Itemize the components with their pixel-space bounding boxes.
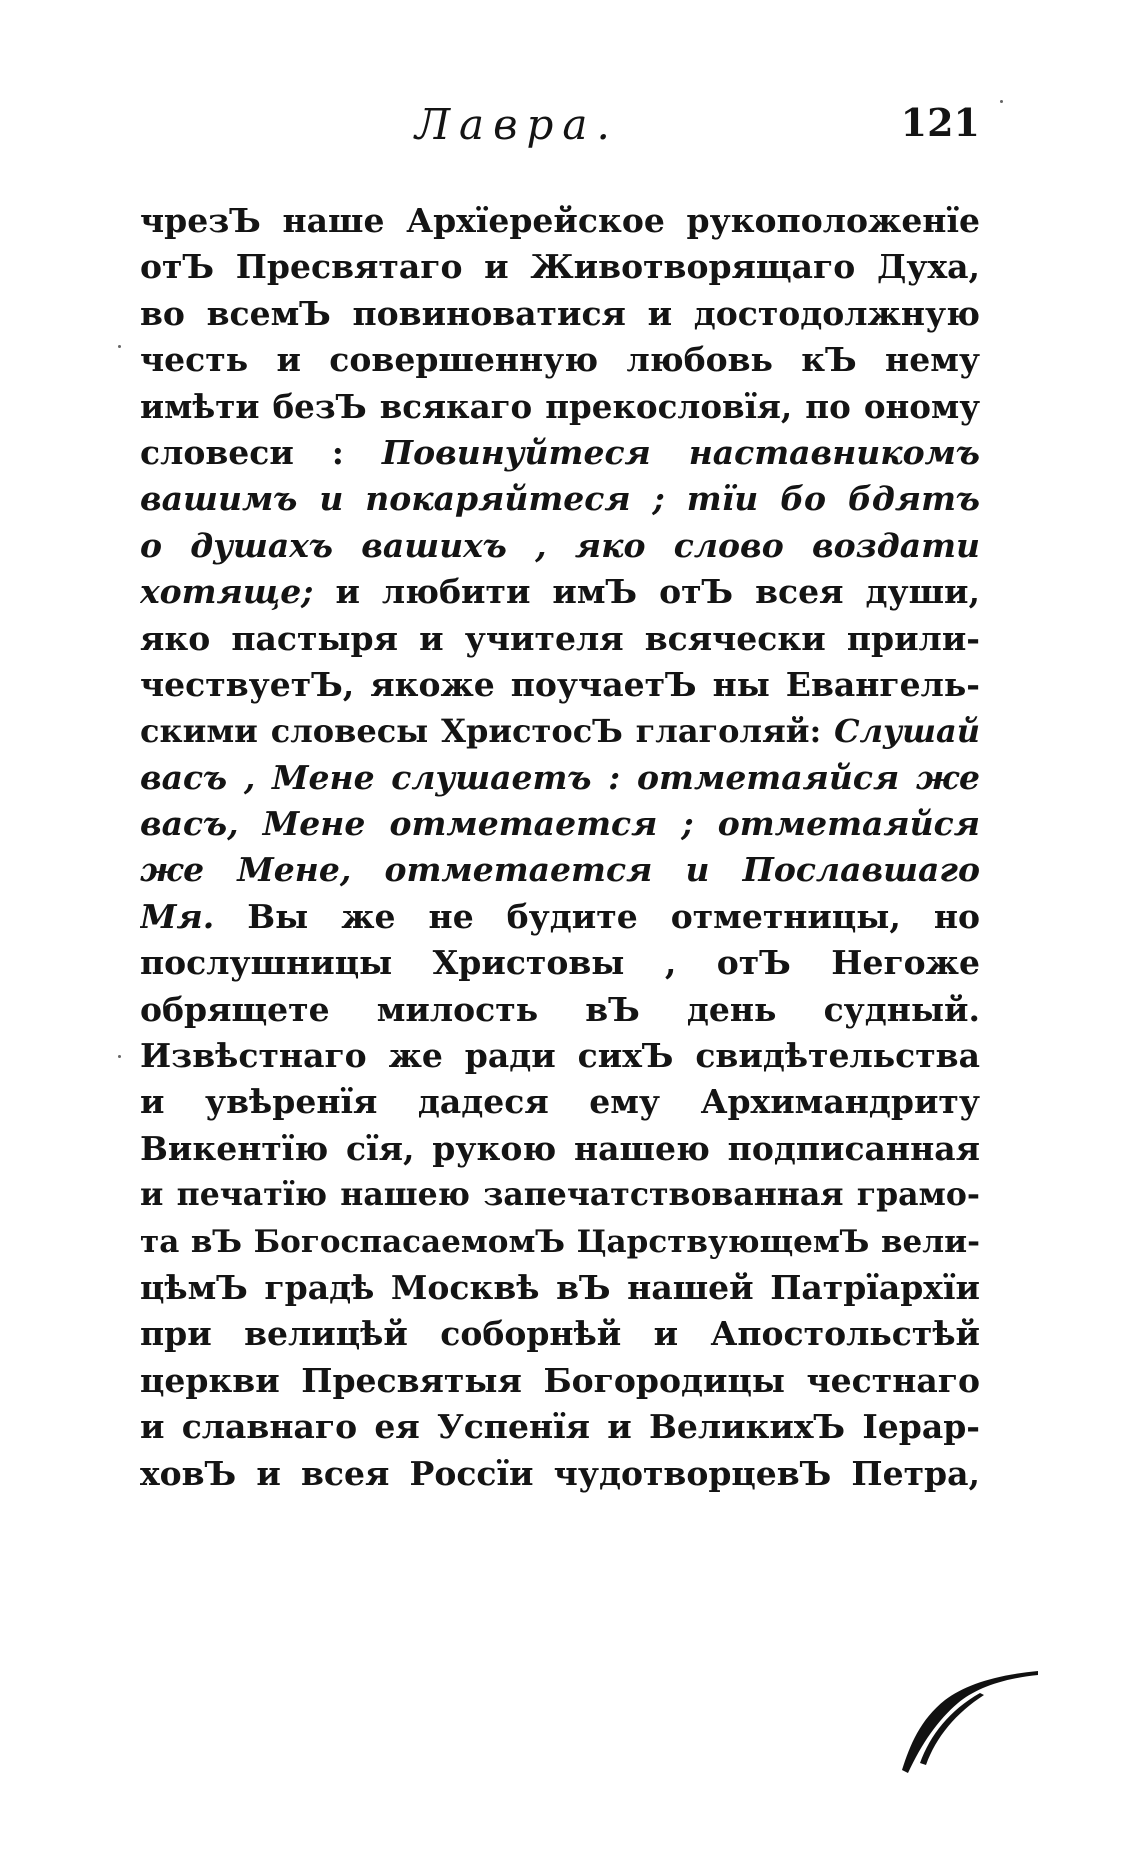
text-line bbox=[140, 523, 980, 569]
paper-speck bbox=[118, 345, 121, 348]
text-line bbox=[140, 430, 980, 476]
text-line bbox=[140, 1404, 980, 1450]
page-number: 121 bbox=[900, 100, 980, 145]
text-line bbox=[140, 291, 980, 337]
text-segment: чрезЪ наше Архїерейское рукоположенїе bbox=[140, 201, 980, 240]
text-line bbox=[140, 1451, 980, 1497]
text-line bbox=[140, 940, 980, 986]
italic-quote-segment: о душахъ вашихъ , яко слово воздати bbox=[140, 525, 980, 565]
text-segment: и печатїю нашею запечатствованная грамо- bbox=[140, 1176, 980, 1214]
text-segment: та вЪ БогоспасаемомЪ ЦарствующемЪ вели- bbox=[140, 1223, 980, 1260]
text-line bbox=[140, 1265, 980, 1311]
text-line bbox=[140, 1358, 980, 1404]
text-line bbox=[140, 801, 980, 847]
text-segment: честь и совершенную любовь кЪ нему bbox=[140, 340, 980, 380]
italic-quote-segment: же Мене, отметается и Пославшаго bbox=[140, 850, 980, 890]
text-line bbox=[140, 244, 980, 290]
italic-quote-segment: Повинуйтеся наставникомъ bbox=[381, 432, 980, 472]
italic-quote-segment: хотяще; bbox=[140, 572, 314, 612]
italic-quote-segment: Мя. bbox=[140, 896, 215, 936]
text-line bbox=[140, 337, 980, 383]
text-segment: и славнаго ея Успенїя и ВеликихЪ Іерар- bbox=[140, 1407, 980, 1447]
text-line bbox=[140, 708, 980, 754]
text-line bbox=[140, 987, 980, 1033]
text-line bbox=[140, 616, 980, 662]
text-segment: отЪ Пресвятаго и Животворящаго Духа, bbox=[140, 247, 980, 287]
text-line bbox=[140, 198, 980, 244]
text-line bbox=[140, 1311, 980, 1357]
text-line bbox=[140, 662, 980, 708]
italic-quote-segment: васъ , Мене слушаетъ : отметаяйся же bbox=[140, 757, 980, 797]
text-line bbox=[140, 1033, 980, 1079]
text-line bbox=[140, 384, 980, 430]
text-segment: цѣмЪ градѣ Москвѣ вЪ нашей Патрїархїи bbox=[140, 1267, 980, 1307]
text-segment: при велицѣй соборнѣй и Апостольстѣй bbox=[140, 1314, 980, 1354]
text-segment: Извѣстнаго же ради сихЪ свидѣтельства bbox=[140, 1036, 980, 1076]
paper-speck bbox=[118, 1055, 121, 1058]
running-title: Лавра. bbox=[415, 100, 619, 149]
text-segment: словеси : bbox=[140, 432, 382, 472]
text-segment: Вы же не будите отметницы, но bbox=[214, 896, 980, 936]
text-line bbox=[140, 476, 980, 522]
text-segment: послушницы Христовы , отЪ Негоже bbox=[140, 943, 980, 983]
italic-quote-segment: вашимъ и покаряйтеся ; тїи бо бдятъ bbox=[140, 479, 980, 519]
text-line bbox=[140, 755, 980, 801]
text-line bbox=[140, 847, 980, 893]
text-line bbox=[140, 1219, 980, 1265]
text-segment: и любити имЪ отЪ всея души, bbox=[313, 572, 980, 612]
text-segment: и увѣренїя дадеся ему Архимандриту bbox=[140, 1082, 980, 1122]
body-text bbox=[140, 198, 980, 1497]
paper-speck bbox=[1000, 100, 1003, 103]
italic-quote-segment: васъ, Мене отметается ; отметаяйся bbox=[140, 804, 980, 844]
text-line bbox=[140, 1079, 980, 1125]
text-segment: яко пастыря и учителя всячески прили- bbox=[140, 618, 980, 658]
text-segment: во всемЪ повиноватися и достодолжную bbox=[140, 293, 980, 333]
text-segment: обрящете милость вЪ день судный. bbox=[140, 989, 980, 1029]
text-line bbox=[140, 569, 980, 615]
text-segment: чествуетЪ, якоже поучаетЪ ны Евангель- bbox=[140, 664, 980, 704]
text-line bbox=[140, 1126, 980, 1172]
text-segment: Викентїю сїя, рукою нашею подписанная bbox=[140, 1128, 980, 1168]
text-segment: церкви Пресвятыя Богородицы честнаго bbox=[140, 1360, 980, 1400]
text-line bbox=[140, 894, 980, 940]
page-header bbox=[140, 100, 980, 160]
text-line bbox=[140, 1172, 980, 1218]
ink-flourish-mark bbox=[900, 1665, 1040, 1775]
italic-quote-segment: Слушай bbox=[834, 712, 980, 751]
text-segment: имѣти безЪ всякаго прекословїя, по оному bbox=[140, 386, 980, 426]
text-segment: скими словесы ХристосЪ глаголяй: bbox=[140, 712, 835, 751]
text-segment: ховЪ и всея Россїи чудотворцевЪ Петра, bbox=[140, 1453, 980, 1493]
